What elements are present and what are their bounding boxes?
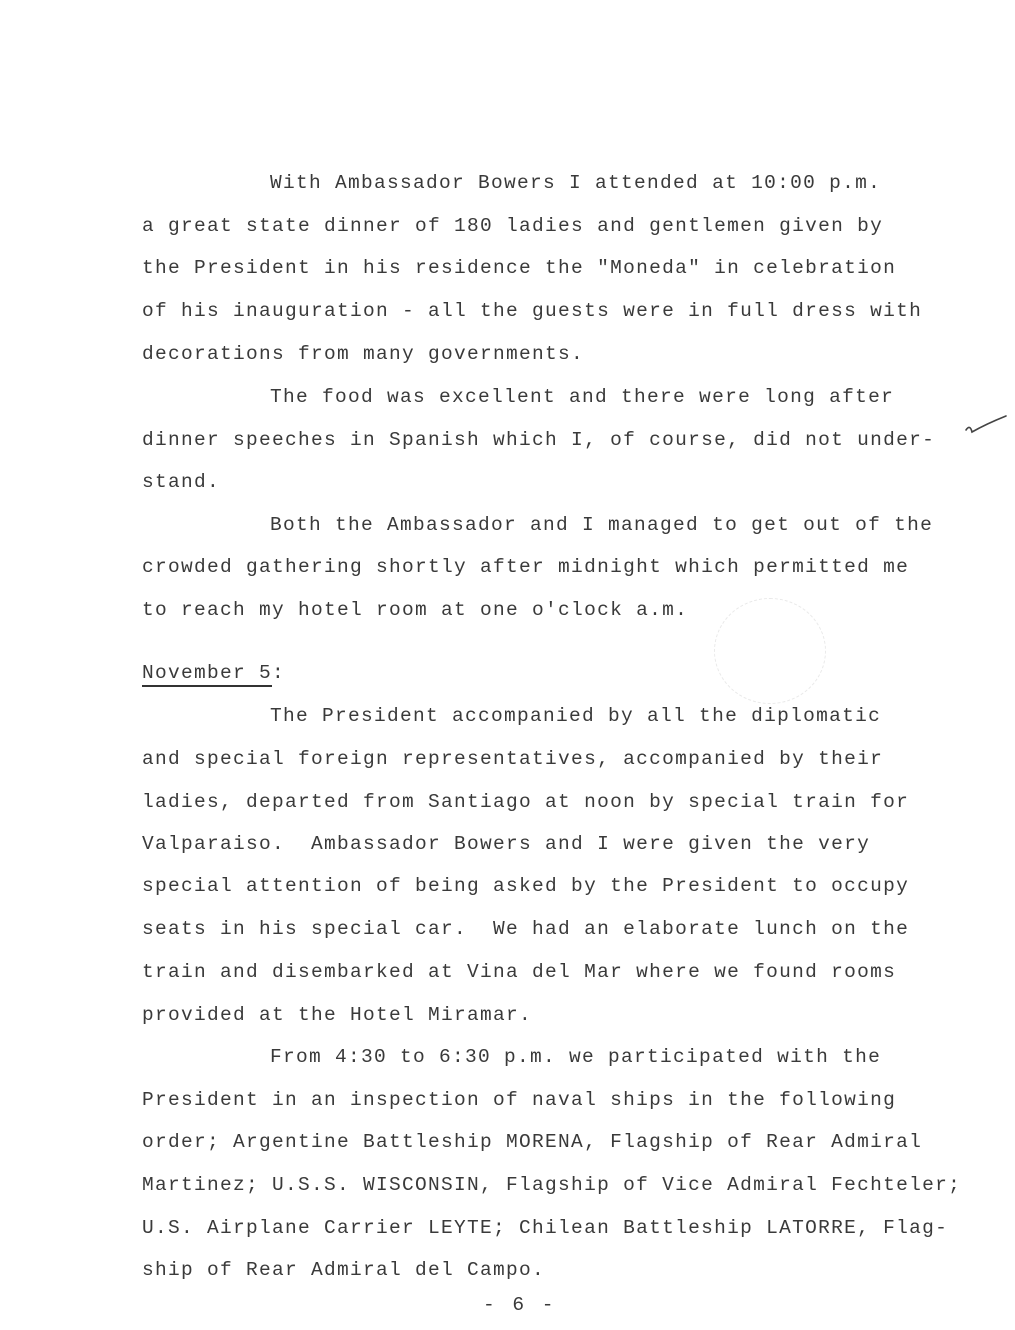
text-line: stand. <box>142 471 221 493</box>
text-line: provided at the Hotel Miramar. <box>142 1004 533 1026</box>
text-line: dinner speeches in Spanish which I, of course, did not under- <box>142 429 936 451</box>
text-line: President in an inspection of naval ships in the following <box>142 1089 897 1111</box>
text-line: to reach my hotel room at one o'clock a.m. <box>142 599 689 621</box>
text-line: Valparaiso. Ambassador Bowers and I were given the very <box>142 833 871 855</box>
text-line: Martinez; U.S.S. WISCONSIN, Flagship of Vice Admiral Fechteler; <box>142 1174 962 1196</box>
text-line: ship of Rear Admiral del Campo. <box>142 1259 546 1281</box>
text-line: a great state dinner of 180 ladies and gentlemen given by <box>142 215 884 237</box>
text-line: The food was excellent and there were long after <box>270 386 895 408</box>
text-line: the President in his residence the "Moneda" in celebration <box>142 257 897 279</box>
text-line: special attention of being asked by the President to occupy <box>142 875 910 897</box>
date-heading-colon: : <box>272 662 286 684</box>
text-line: order; Argentine Battleship MORENA, Flagship of Rear Admiral <box>142 1131 923 1153</box>
text-line: U.S. Airplane Carrier LEYTE; Chilean Battleship LATORRE, Flag- <box>142 1217 949 1239</box>
text-line: Both the Ambassador and I managed to get out of the <box>270 514 934 536</box>
text-line: of his inauguration - all the guests were in full dress with <box>142 300 923 322</box>
archive-stamp-icon <box>714 598 826 704</box>
text-line: seats in his special car. We had an elaborate lunch on the <box>142 918 910 940</box>
page-number: - 6 - <box>483 1294 557 1316</box>
text-line: ladies, departed from Santiago at noon by special train for <box>142 791 910 813</box>
text-line: and special foreign representatives, accompanied by their <box>142 748 884 770</box>
text-line: From 4:30 to 6:30 p.m. we participated with the <box>270 1046 882 1068</box>
text-line: train and disembarked at Vina del Mar where we found rooms <box>142 961 897 983</box>
check-mark-icon <box>962 410 1010 438</box>
text-line: crowded gathering shortly after midnight which permitted me <box>142 556 910 578</box>
date-heading <box>142 660 285 686</box>
date-heading-text: November 5 <box>142 662 272 687</box>
text-line: With Ambassador Bowers I attended at 10:00 p.m. <box>270 172 882 194</box>
text-line: decorations from many governments. <box>142 343 585 365</box>
text-line: The President accompanied by all the diplomatic <box>270 705 882 727</box>
